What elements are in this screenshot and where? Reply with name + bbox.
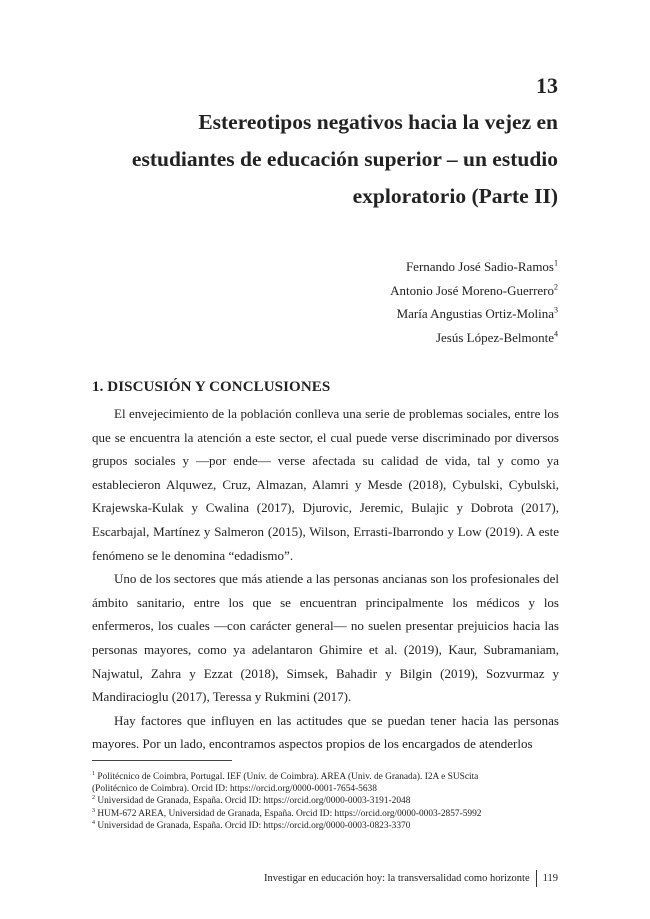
footer-separator [536,870,537,887]
chapter-title-line: Estereotipos negativos hacia la vejez en [198,110,558,134]
footnote-ref: 2 [554,282,558,292]
author [390,326,558,350]
footnote [92,808,559,820]
footnote-mark: 1 [92,770,95,777]
footnotes [92,771,559,832]
author-name: Jesús López-Belmonte [435,329,554,345]
footnote-ref: 3 [554,305,558,315]
body-text [92,402,559,756]
footnote-mark: 4 [92,819,95,826]
running-footer [264,870,558,887]
author-name: Antonio José Moreno-Guerrero [390,282,554,298]
footnote [92,771,559,783]
footnote-text: Universidad de Granada, España. Orcid ID: https://orcid.org/0000-0003-3191-2048 [97,796,411,807]
chapter-title-line: exploratorio (Parte II) [352,184,558,208]
author-list [390,255,558,349]
footnote-mark: 3 [92,807,95,814]
author [390,302,558,326]
paragraph: Hay factores que influyen en las actitudes que se puedan tener hacia las personas mayores. Por un lado, encontramos aspectos propios de los encargados de atenderlos [92,712,559,752]
paragraph: Uno de los sectores que más atiende a las personas ancianas son los profesionales del ámbito sanitario, entre los que se encuentran principalmente los médicos y los enfermeros, los cuales —con carácter general— no suelen presentar prejuicios hacia las personas mayores, como ya adelantaron Ghimire et al. (2019), Kaur, Subramaniam, Najwatul, Zahra y Ezzat (2018), Simsek, Bahadir y Bilgin (2019), Sozvurmaz y Mandiracioglu (2017), Teressa y Rukmini (2017). [92,571,559,705]
footnote-divider [92,760,232,761]
chapter-title-line: estudiantes de educación superior – un estudio [131,147,558,171]
author-name: Fernando José Sadio-Ramos [405,259,554,274]
footnote-ref: 4 [554,329,558,339]
author-name: María Angustias Ortiz-Molina [396,306,554,321]
footnote-text: HUM-672 AREA, Universidad de Granada, España. Orcid ID: https://orcid.org/0000-0003-2857-5992 [97,808,482,819]
book-title: Investigar en educación hoy: la transversalidad como horizonte [264,873,530,884]
footnote [92,783,559,795]
paragraph: El envejecimiento de la población conlleva una serie de problemas sociales, entre los que se encuentra la atención a este sector, el cual puede verse discriminado por diversos grupos sociales y —por ende— verse afectada su calidad de vida, tal y como ya establecieron Alquwez, Cruz, Almazan, Alamri y Mesde (2018), Cybulski, Cybulski, Krajewska-Kulak y Cwalina (2017), Djurovic, Jeremic, Bulajic y Dobrota (2017), Escarbajal, Martínez y Salmeron (2015), Wilson, Errasti-Ibarrondo y Low (2019). A este fenómeno se le denomina “edadismo”. [92,406,559,563]
chapter-number: 13 [536,73,558,98]
chapter-title [110,104,558,215]
author [390,255,558,279]
footnote-text: Politécnico de Coimbra, Portugal. IEF (Univ. de Coimbra). AREA (Univ. de Granada). I2A e SUScita [97,772,479,782]
footnote-text: Universidad de Granada, España. Orcid ID: https://orcid.org/0000-0003-0823-3370 [97,820,411,831]
footnote [92,820,559,832]
page-number: 119 [542,873,558,884]
footnote-ref: 1 [554,258,558,268]
footnote-mark: 2 [92,795,95,802]
footnote [92,795,559,807]
author [390,279,558,303]
footnote-text: (Politécnico de Coimbra). Orcid ID: https://orcid.org/0000-0001-7654-5638 [92,784,377,795]
section-heading: 1. DISCUSIÓN Y CONCLUSIONES [92,379,331,395]
